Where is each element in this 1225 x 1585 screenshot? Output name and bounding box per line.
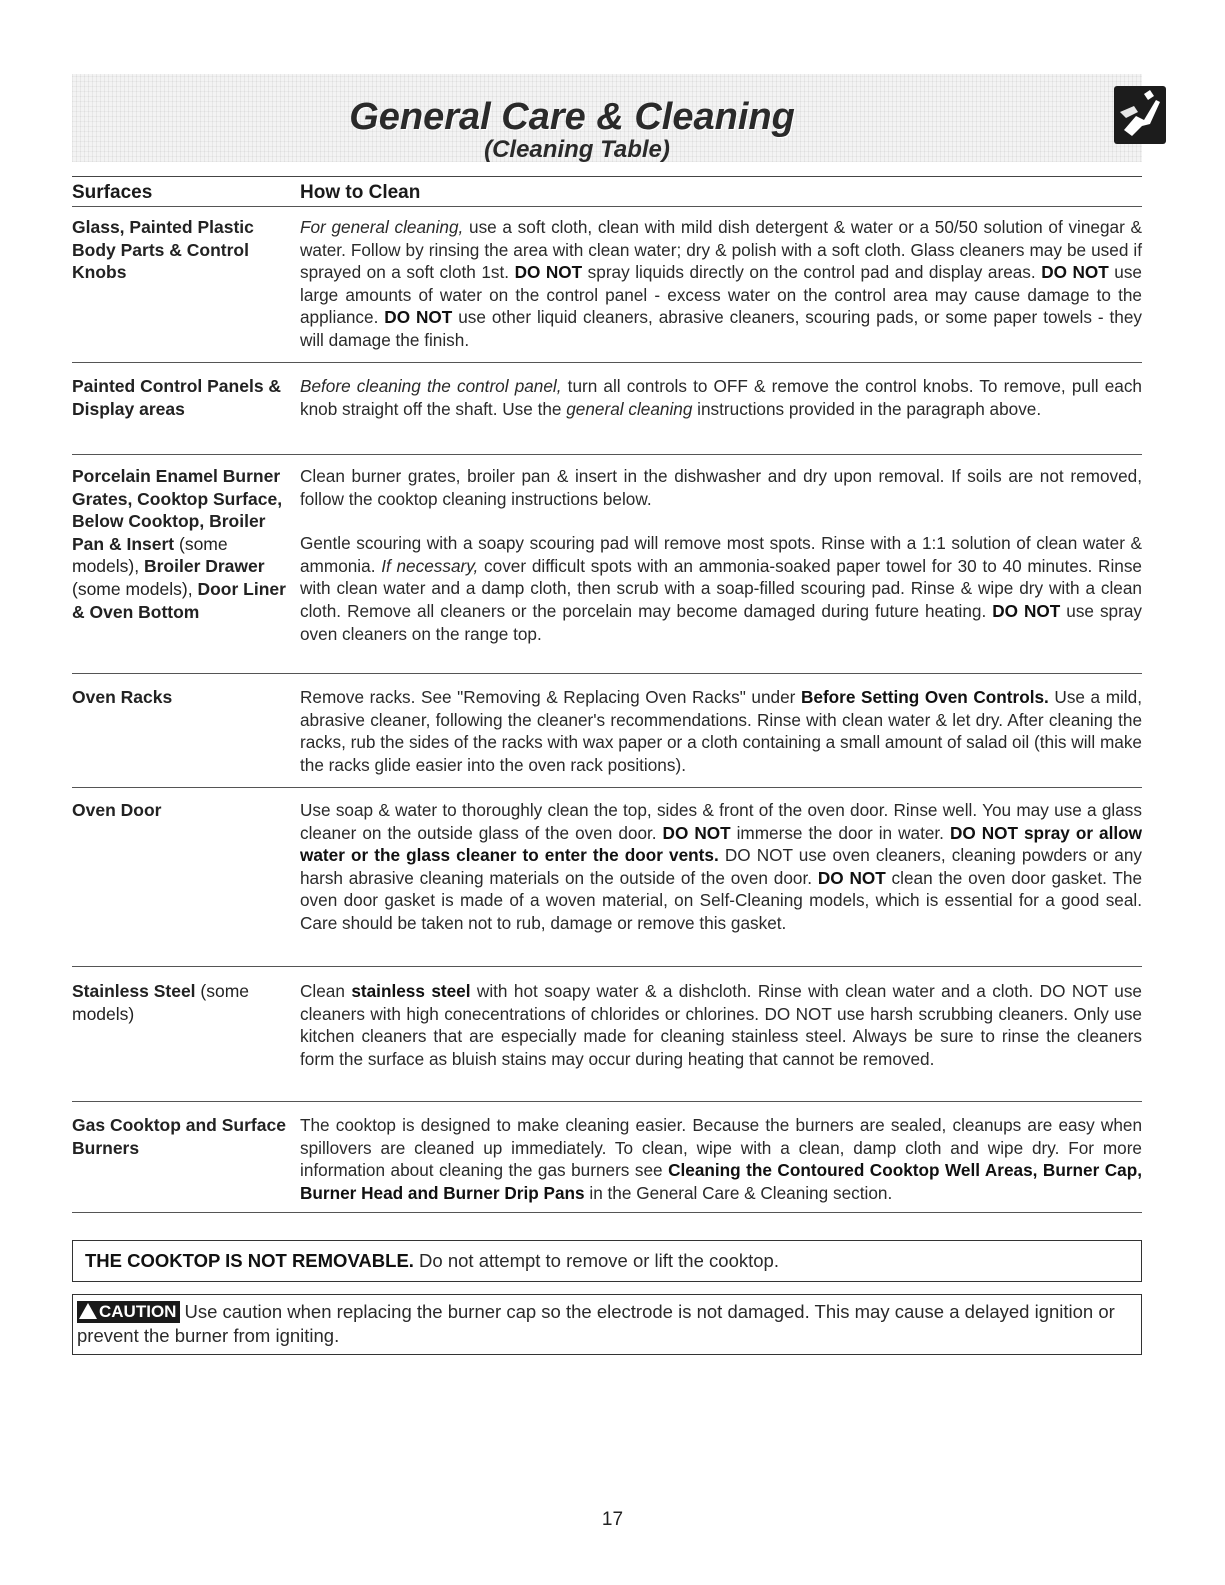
text-run: Door Liner & Oven Bottom [72, 578, 286, 622]
table-divider [72, 673, 1142, 674]
text-run: use a soft cloth, clean with mild dish detergent & water or a 50/50 solution of vinegar & water. Follow by rinsing the area with clean water; dry & polish with a soft cloth. Glass cleaners may be used if sprayed on a soft cloth 1st. [300, 217, 1142, 283]
row-instructions [300, 799, 1142, 935]
text-run: Stainless Steel [72, 981, 196, 1001]
page-number: 17 [601, 1509, 624, 1530]
text-run: use large amounts of water on the control panel - excess water on the control area may cause damage to the appliance. [300, 262, 1142, 328]
text-run: DO NOT [992, 600, 1061, 621]
text-run: Remove racks. See "Removing & Replacing Oven Racks" under [300, 687, 801, 707]
text-run: clean the oven door gasket. The oven door gasket is made of a woven material, on Self-Cleaning models, which is essential for a good seal. Care should be taken not to rub, damage or remove this gasket. [300, 867, 1142, 933]
text-run: The cooktop is designed to make cleaning easier. Because the burners are sealed, cleanups are easy when spillovers are cleaned up immediately. To clean, wipe with a clean, damp cloth and wipe dry. For more information about cleaning the gas burners see [300, 1115, 1142, 1181]
text-run: instructions provided in the paragraph above. [692, 398, 1042, 419]
row-instructions [300, 375, 1142, 420]
notice-bold: THE COOKTOP IS NOT REMOVABLE. [85, 1250, 414, 1271]
row-surface: Oven Racks [72, 687, 173, 707]
text-run: DO NOT [662, 822, 731, 843]
text-run: cover difficult spots with an ammonia-soaked paper towel for 30 to 40 minutes. Rinse with clean water and a damp cloth, then scrub with a soap-filled scouring pad. Rinse & wipe dry with a clean cloth. Remove all cleaners or the porcelain may become damaged during future heating. [300, 555, 1142, 621]
row-surface [72, 980, 294, 1025]
text-run: turn all controls to OFF & remove the control knobs. To remove, pull each knob straight off the shaft. Use the [300, 376, 1142, 419]
text-run: immerse the door in water. [730, 822, 950, 843]
table-divider [72, 787, 1142, 788]
text-run: in the General Care & Cleaning section. [584, 1182, 893, 1203]
caution-label: CAUTION [99, 1302, 177, 1321]
text-run: stainless steel [351, 981, 471, 1001]
row-surface: Painted Control Panels & Display areas [72, 376, 282, 419]
text-run: For general cleaning, [300, 217, 464, 237]
row-surface: Gas Cooktop and Surface Burners [72, 1115, 286, 1158]
text-run: use spray oven cleaners on the range top. [300, 600, 1142, 644]
row-instructions [300, 216, 1142, 352]
instruction-paragraph [300, 799, 1142, 935]
text-run: If necessary, [381, 555, 479, 576]
table-divider [72, 362, 1142, 363]
notice-text: Do not attempt to remove or lift the cooktop. [413, 1250, 779, 1271]
text-run: DO NOT [817, 867, 886, 888]
column-header-surfaces: Surfaces [72, 182, 153, 203]
text-run: Clean [300, 981, 352, 1001]
text-run: Broiler Drawer [143, 556, 265, 577]
table-divider [72, 1101, 1142, 1102]
warning-triangle-icon [79, 1303, 97, 1319]
instruction-paragraph [300, 375, 1142, 420]
text-run: spray liquids directly on the control pad and display areas. [582, 262, 1042, 283]
caution-badge [77, 1301, 180, 1323]
text-run: general cleaning [566, 398, 693, 419]
table-divider [72, 1212, 1142, 1213]
text-run: Before Setting Oven Controls. [800, 687, 1049, 707]
text-run: DO NOT [514, 262, 583, 283]
cleaning-hand-icon [1114, 86, 1166, 144]
instruction-paragraph [300, 532, 1142, 645]
table-divider [72, 454, 1142, 455]
caution-notice [72, 1294, 1142, 1355]
text-run: Porcelain Enamel Burner Grates, Cooktop Surface, Below Cooktop, Broiler Pan & Insert [72, 466, 283, 554]
instruction-paragraph [300, 216, 1142, 352]
text-run: DO NOT [1041, 262, 1109, 283]
header-rule [72, 176, 1142, 177]
text-run: Use soap & water to thoroughly clean the top, sides & front of the oven door. Rinse well. You may use a glass cleaner on the outside glass of the oven door. [300, 800, 1142, 843]
instruction-paragraph [300, 465, 1142, 510]
text-run: Clean burner grates, broiler pan & insert in the dishwasher and dry upon removal. If soils are not removed, follow the cooktop cleaning instructions below. [300, 466, 1142, 509]
row-instructions [300, 686, 1142, 776]
text-run: Gentle scouring with a soapy scouring pad will remove most spots. Rinse with a 1:1 solution of clean water & ammonia. [300, 533, 1142, 576]
row-instructions [300, 980, 1142, 1070]
text-run: (some models) [72, 981, 250, 1024]
instruction-paragraph [300, 1114, 1142, 1204]
row-surface: Oven Door [72, 800, 162, 820]
row-surface [72, 465, 294, 623]
table-divider [72, 206, 1142, 207]
page-subtitle: (Cleaning Table) [484, 136, 670, 163]
column-header-how-to-clean: How to Clean [300, 182, 421, 203]
text-run: Cleaning the Contoured Cooktop Well Areas, Burner Cap, Burner Head and Burner Drip Pans [300, 1160, 1142, 1203]
text-run: DO NOT [384, 307, 453, 328]
instruction-paragraph [300, 686, 1142, 776]
not-removable-notice [72, 1240, 1142, 1282]
table-divider [72, 966, 1142, 967]
row-instructions [300, 465, 1142, 645]
header-banner [72, 74, 1142, 162]
text-run: DO NOT use oven cleaners, cleaning powders or any harsh abrasive cleaning materials on the outside of the oven door. [300, 845, 1143, 888]
text-run: (some models), [72, 533, 228, 577]
instruction-paragraph [300, 980, 1142, 1070]
text-run: DO NOT spray or allow water or the glass cleaner to enter the door vents. [300, 822, 1142, 866]
row-surface: Glass, Painted Plastic Body Parts & Control Knobs [72, 217, 254, 283]
text-run: Use a mild, abrasive cleaner, following the cleaner's recommendations. Rinse with clean water & let dry. After cleaning the racks, rub the sides of the racks with wax paper or a cloth containing a small amount of salad oil (this will make the racks glide easier into the oven rack positions). [300, 687, 1142, 775]
text-run: with hot soapy water & a dishcloth. Rinse with clean water and a cloth. DO NOT use cleaners with high conecentrations of chlorides or chlorines. DO NOT use harsh scrubbing cleaners. Only use kitchen cleaners that are especially made for cleaning stainless steel. Always be sure to rinse the cleaners form the surface as bluish stains may occur during heating that cannot be removed. [300, 981, 1142, 1069]
caution-text: Use caution when replacing the burner cap so the electrode is not damaged. This may cause a delayed ignition or prevent the burner from igniting. [77, 1301, 1115, 1346]
page-title: General Care & Cleaning [349, 96, 795, 138]
row-instructions [300, 1114, 1142, 1204]
text-run: (some models), [72, 578, 198, 599]
text-run: use other liquid cleaners, abrasive cleaners, scouring pads, or some paper towels - they will damage the finish. [300, 307, 1142, 350]
text-run: Before cleaning the control panel, [300, 376, 562, 396]
